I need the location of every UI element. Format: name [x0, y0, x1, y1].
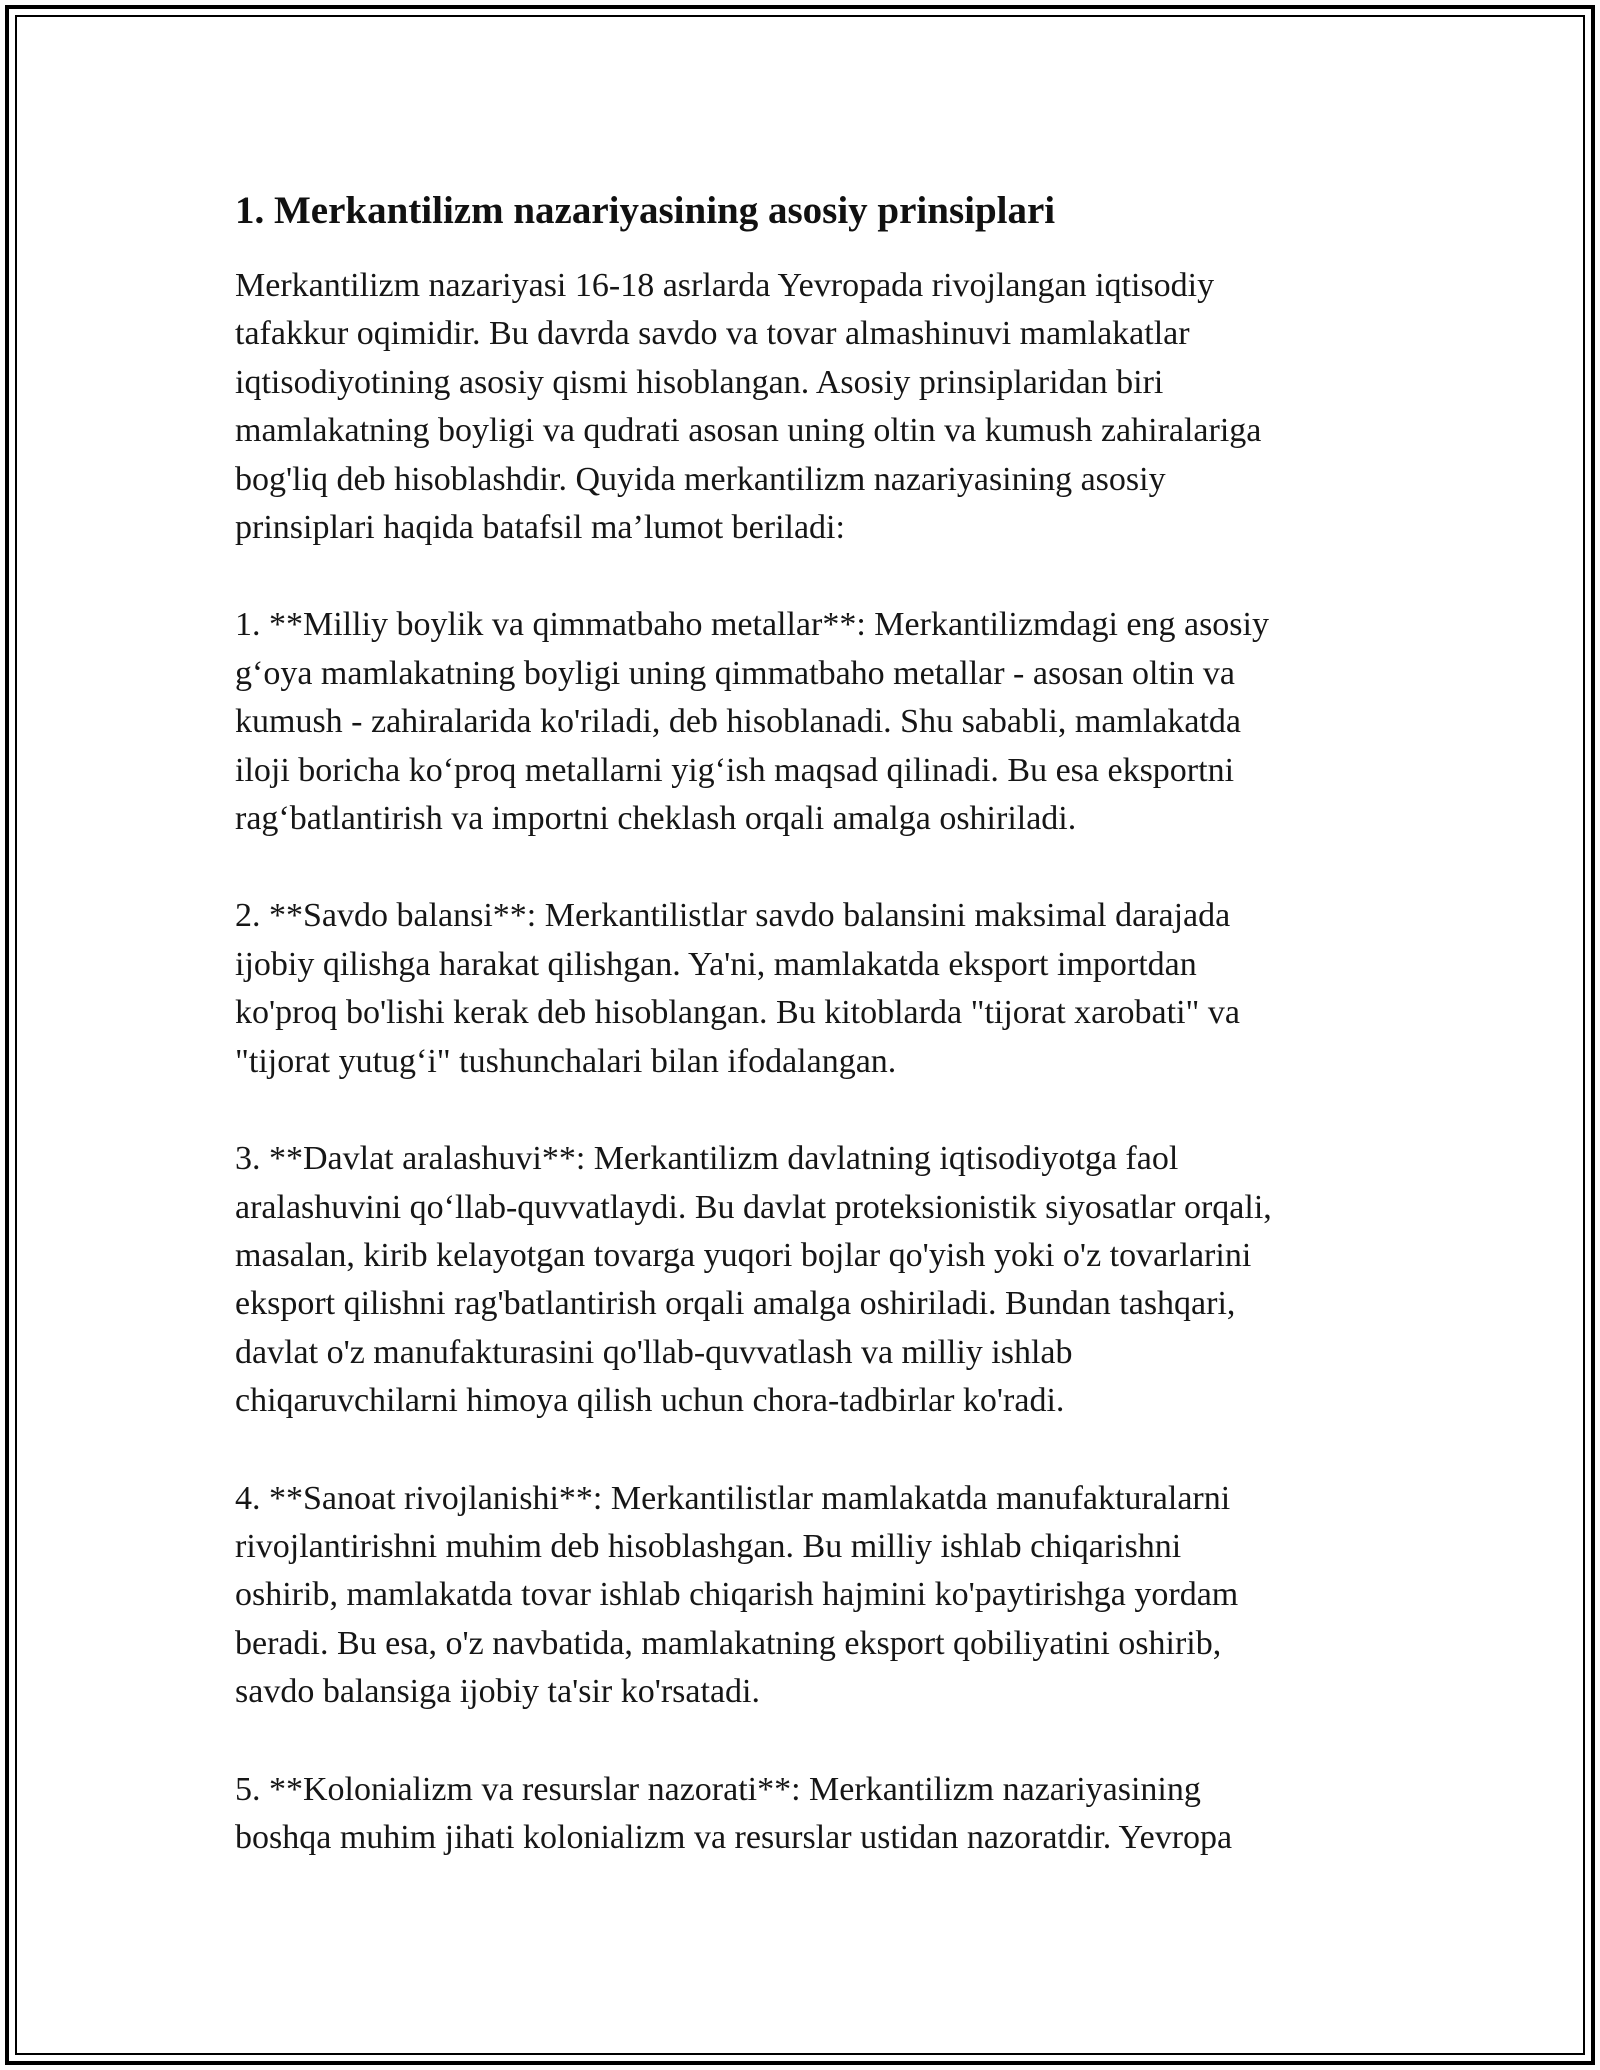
paragraph-industrial-development: 4. **Sanoat rivojlanishi**: Merkantilistlar mamlakatda manufakturalarni rivojlantirishni muhim deb hisoblashgan. Bu milliy ishlab chiqarishni oshirib, mamlakatda tovar ishlab chiqarish hajmini ko'paytirishga yordam beradi. Bu esa, o'z navbatida, mamlakatning eksport qobiliyatini oshirib, savdo balansiga ijobiy ta'sir ko'rsatadi. — [235, 1479, 1239, 1711]
paragraph-trade-balance: 2. **Savdo balansi**: Merkantilistlar savdo balansini maksimal darajada ijobiy qilishga harakat qilishgan. Ya'ni, mamlakatda eksport importdan ko'proq bo'lishi kerak deb hisoblangan. Bu kitoblarda "tijorat xarobati" va "tijorat yutug‘i" tushunchalari bilan ifodalangan. — [235, 897, 1241, 1080]
section-heading: 1. Merkantilizm nazariyasining asosiy prinsiplari — [235, 189, 1056, 232]
paragraph-colonialism: 5. **Kolonializm va resurslar nazorati**: Merkantilizm nazariyasining boshqa muhim jihati kolonializm va resurslar ustidan nazoratdir. Yevropa — [235, 1770, 1233, 1856]
document-body — [235, 186, 1365, 1911]
paragraph-national-wealth: 1. **Milliy boylik va qimmatbaho metallar**: Merkantilizmdagi eng asosiy g‘oya mamlakatning boyligi uning qimmatbaho metallar - asosan oltin va kumush - zahiralarida ko'riladi, deb hisoblanadi. Shu sababli, mamlakatda iloji boricha ko‘proq metallarni yig‘ish maqsad qilinadi. Bu esa eksportni rag‘batlantirish va importni cheklash orqali amalga oshiriladi. — [235, 606, 1269, 838]
intro-paragraph: Merkantilizm nazariyasi 16-18 asrlarda Yevropada rivojlangan iqtisodiy tafakkur oqimidir. Bu davrda savdo va tovar almashinuvi mamlakatlar iqtisodiyotining asosiy qismi hisoblangan. Asosiy prinsiplaridan biri mamlakatning boyligi va qudrati asosan uning oltin va kumush zahiralariga bog'liq deb hisoblashdir. Quyida merkantilizm nazariyasining asosiy prinsiplari haqida batafsil ma’lumot beriladi: — [235, 267, 1262, 547]
paragraph-state-intervention: 3. **Davlat aralashuvi**: Merkantilizm davlatning iqtisodiyotga faol aralashuvini qo‘llab-quvvatlaydi. Bu davlat proteksionistik siyosatlar orqali, masalan, kirib kelayotgan tovarga yuqori bojlar qo'yish yoki o'z tovarlarini eksport qilishni rag'batlantirish orqali amalga oshiriladi. Bundan tashqari, davlat o'z manufakturasini qo'llab-quvvatlash va milliy ishlab chiqaruvchilarni himoya qilish uchun chora-tadbirlar ko'radi. — [235, 1140, 1272, 1420]
